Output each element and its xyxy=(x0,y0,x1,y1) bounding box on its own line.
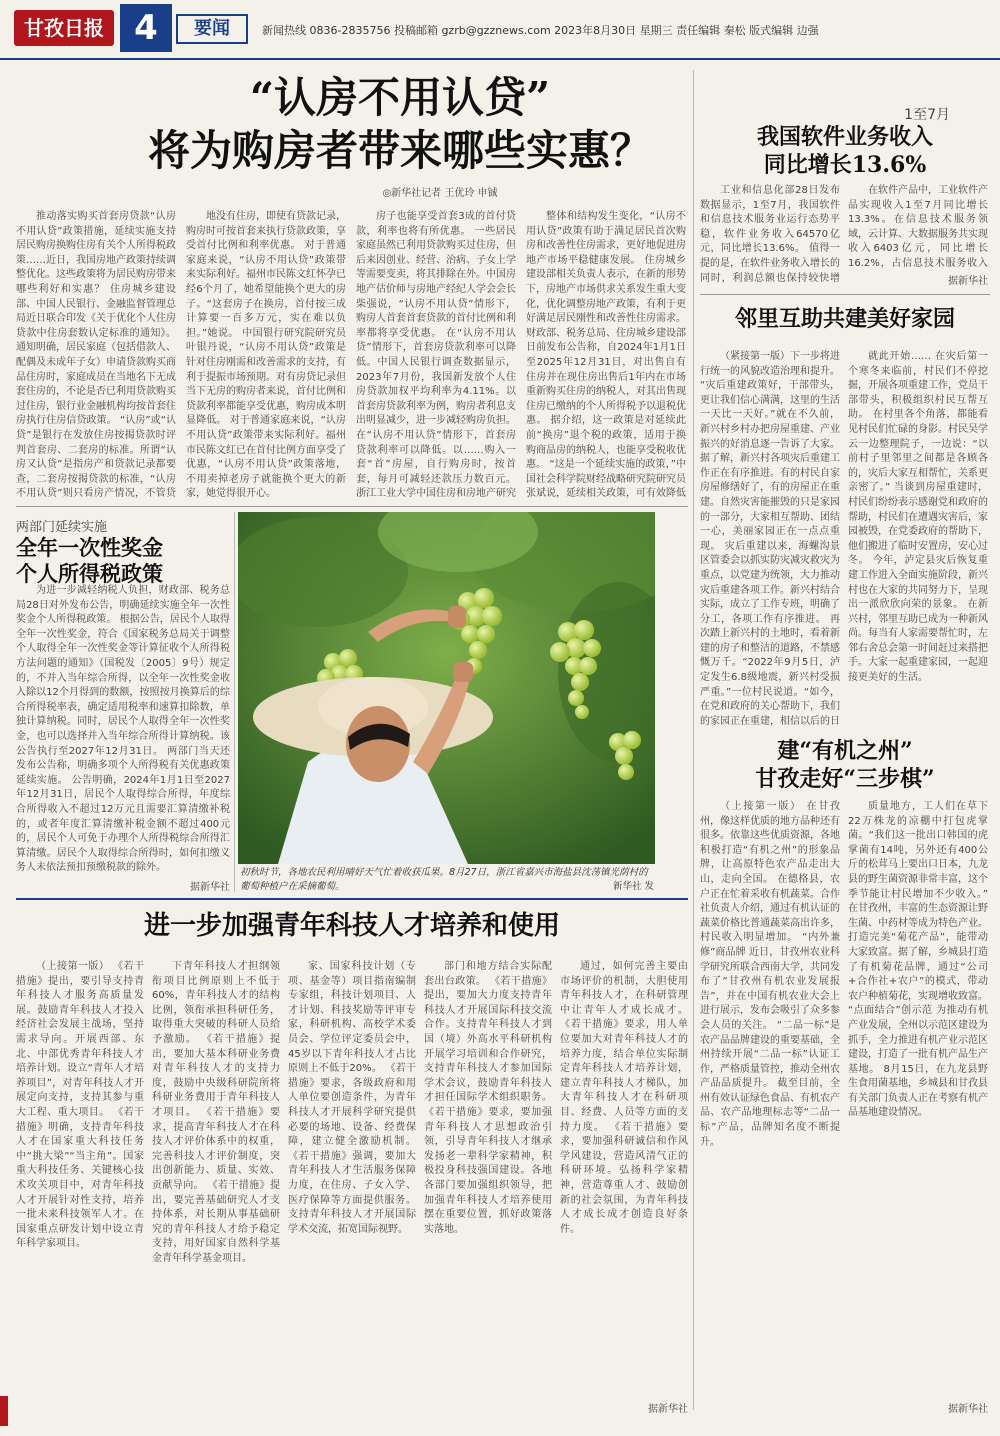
software-title-line2: 同比增长13.6% xyxy=(763,151,927,178)
grape-harvest-photo xyxy=(238,512,655,864)
tax-body xyxy=(16,584,230,874)
lead-col-1 xyxy=(16,210,176,500)
organic-title-line2: 甘孜走好“三步棋” xyxy=(755,765,935,792)
tax-body-text: 为进一步减轻纳税人负担，财政部、税务总局28日对外发布公告，明确延续实施全年一次性奖金个人所得税政策。 根据公告，居民个人取得全年一次性奖金，符合《国家税务总局关于调整个人取得全年一次性奖金等计算征收个人所得税方法问题的通知》（国税发〔2005〕9号）规定的，不并入当年综合所得，以全年一次性奖金收入除以12个月得到的数额，按照按月换算后的综合所得税率表，确定适用税率和速算扣除数，单独计算纳税。同时，居民个人取得全年一次性奖金，也可以选择并入当年综合所得计算纳税。该公告执行至2027年12月31日。 两部门当天还发布公告称，明确多项个人所得税有关优惠政策延续实施。 公告明确，2024年1月1日至2027年12月31日，居民个人取得综合所得，年度综合所得收入不超过12万元且需要汇算清缴补税的，或者年度汇算清缴补税金额不超过400元的，居民个人可免于办理个人所得税综合所得汇算清缴。居民个人取得综合所得时，如何扣缴义务人未依法预扣预缴税款的除外。 xyxy=(16,585,230,874)
lead-col-4-text: 整体和结构发生变化，“认房不用认贷”政策有助于满足居民首次购房和改善性住房需求，更好地促进房地产市场平稳健康发展。 住房城乡建设部相关负责人表示，在新的形势下，房地产市场供求关系发生重大变化，优化调整房地产政策，有利于更好满足居民刚性和改善性住房需求。 财政部、税务总局、住房城乡建设部日前发布公告称，自2024年1月1日至2025年12月31日，对出售自有住房并在现住房出售后1年内在市场重新购买住房的纳税人，对其出售现住房已缴纳的个人所得税予以退税优惠。 据介绍，这一政策是对延续此前“换房”退个税的政策，适用于换购商品房的纳税人，也能享受税收优惠。 “这是一个延续实施的政策，”中国社会科学院财经战略研究院研究员张斌说，延续相关政策，可有效降低 xyxy=(526,211,686,500)
neighbor-col-2-text: 就此开始…… 在灾后第一个寒冬来临前，村民们不停挖掘，开展各项重建工作，党员干部带头，积极组织村民互帮互助。 在村里各个角落，都能看见村民们忙碌的身影。村民吴学云一边整理院子，一边说：“以前村子里邻里之间都是各顾各的，灾后大家互相帮忙，关系更亲密了。” 当谈到房屋重建时，村民们纷纷表示感谢党和政府的帮助，村民们在遭遇灾害后，家园被毁，在党委政府的帮助下，他们搬进了临时安置房，安心过冬。 今年，泸定县灾后恢复重建工作进入全面实施阶段，新兴村也在大家的共同努力下，呈现出一派欣欣向荣的景象。 在新兴村，邻里互助已成为一种新风尚。每当有人家需要帮忙时，左邻右舍总会第一时间赶过来搭把手。大家一起重建家园，一起迎接更美好的生活。 xyxy=(848,351,988,684)
youth-col-4 xyxy=(424,960,552,1396)
lead-title-line2: 将为购房者带来哪些实惠？ xyxy=(147,125,652,175)
organic-source: 据新华社 xyxy=(948,1404,988,1415)
neighbor-col-1 xyxy=(700,350,840,728)
neighbor-col-2 xyxy=(848,350,988,728)
lead-col-1-text: 推动落实购买首套房贷款“认房不用认贷”政策措施，延续实施支持居民购房换购住房有关个人所得税政策……近日，我国房地产政策持续调整优化。这些政策将为居民购房带来哪些利好和实惠？ 住房城乡建设部、中国人民银行、金融监督管理总局近日联合印发《关于优化个人住房贷款中住房套数认定标准的通知》。通知明确，居民家庭（包括借款人、配偶及未成年子女）申请贷款购买商品住房时，家庭成员在当地名下无成套住房的，不论是否已利用贷款购买过住房，银行业金融机构均按首套住房执行住房信贷政策。 “认房”或“认贷”是银行在发放住房按揭贷款时评判首套房、二套房的标准。所谓“认房又认贷”是指房产和贷款记录都要查，二套房按揭贷款的标准，“认房不用认贷”则只看房产情况，不管贷 xyxy=(16,211,176,500)
photo-caption-text: 初秋时节，各地农民利用晴好天气忙着收获瓜果。8月27日，浙江省嘉兴市海盐县沈荡镇光荫村的葡萄种植户在采摘葡萄。 xyxy=(240,867,648,892)
photo-credit: 新华社 发 xyxy=(612,881,654,892)
youth-col-2 xyxy=(152,960,280,1396)
masthead xyxy=(0,0,1000,60)
newspaper-logo: 甘孜日报 xyxy=(14,10,114,46)
lead-col-2 xyxy=(186,210,346,500)
software-title-line1: 我国软件业务收入 xyxy=(756,124,933,150)
youth-col-5-text: 通过，如何完善主要由市场评价的机制，大胆使用青年科技人才，在科研管理中让青年人才成长成才。 《若干措施》要求，用人单位要加大对青年科技人才的培养力度，结合单位实际制定青年科技人才培养计划，建立青年科技人才梯队，加大青年科技人才在科研项目、经费、人员等方面的支持力度。 《若干措施》要求，要加强科研诚信和作风学风建设，营造风清气正的科研环境。弘扬科学家精神，营造尊重人才、鼓励创新的社会氛围，为青年科技人才成长成才创造良好条件。 xyxy=(560,961,688,1235)
youth-col-1-text: （上接第一版） 《若干措施》提出，要引导支持青年科技人才服务高质量发展。鼓励青年科技人才投入经济社会发展主战场，坚持需求导向。开展西部、东北、中部优秀青年科技人才培养计划。设立“青年人才培养项目”，对青年科技人才开展定向支持，支持其参与重大工程、重大项目。 《若干措施》明确，支持青年科技人才在国家重大科技任务中“挑大梁”“当主角”。国家重大科技任务、关键核心技术攻关项目中，对青年科技人才开展针对性支持，培养一批未来科技领军人才。在国家重点研发计划中设立青年科学家项目。 xyxy=(16,961,144,1250)
software-col-1 xyxy=(700,184,840,284)
software-header xyxy=(700,104,990,179)
software-source: 据新华社 xyxy=(948,276,988,287)
photo-caption xyxy=(240,866,654,894)
software-kicker: 1至7月 xyxy=(904,107,950,123)
youth-source: 据新华社 xyxy=(648,1404,688,1415)
youth-col-4-text: 部门和地方结合实际配套出台政策。 《若干措施》提出，要加大力度支持青年科技人才开展国际科技交流合作。支持青年科技人才到国（境）外高水平科研机构开展学习培训和合作研究，支持青年科技人才参加国际学术会议，鼓励青年科技人才担任国际学术组织职务。 《若干措施》要求，要加强青年科技人才思想政治引领，引导青年科技人才继承发扬老一辈科学家精神，积极投身科技强国建设。各地各部门要加强组织领导，把加强青年科技人才培养使用摆在重要位置，抓好政策落实落地。 xyxy=(424,961,552,1235)
software-col-2 xyxy=(848,184,988,270)
edge-marker xyxy=(0,1396,8,1426)
software-col-1-text: 工业和信息化部28日发布数据显示，1至7月，我国软件和信息技术服务业运行态势平稳，软件业务收入64570亿元，同比增长13.6%。 值得一提的是，在软件业务收入增长的同时，利润总额也保持较快增 xyxy=(700,185,840,284)
lead-byline: ◎新华社记者 王优玲 申铖 xyxy=(382,188,498,199)
page-number: 4 xyxy=(120,4,172,52)
tax-source: 据新华社 xyxy=(190,882,230,893)
lead-col-4 xyxy=(526,210,686,500)
youth-col-1 xyxy=(16,960,144,1396)
lead-col-3 xyxy=(356,210,516,500)
tax-title-line2: 个人所得税政策 xyxy=(16,561,163,587)
tax-title-line1: 全年一次性奖金 xyxy=(16,535,163,560)
neighbor-title: 邻里互助共建美好家园 xyxy=(734,306,955,332)
lead-title-line1: “认房不用认贷” xyxy=(249,73,551,122)
organic-col-1 xyxy=(700,800,840,1396)
youth-title: 进一步加强青年科技人才培养和使用 xyxy=(143,911,560,941)
column-divider xyxy=(693,70,694,1410)
organic-col-2-text: 质量地方，工人们在草下22万株龙的凉棚中打包虎掌菌。“我们这一批出口韩国的虎掌菌有14吨，另外还有400公斤的松茸马上要出口日本，九龙县的野生菌资源非常丰富，这个季节能让村民增加不少收入。” 在甘孜州，丰富的生态资源让野生菌、中药材等成为特色产业。 打造完美“菊花产品”，能带动大家致富。据了解，乡城县打造了有机菊花品牌，通过“公司+合作社+农户”的模式，带动农户种植菊花，实现增收致富。 “点面结合”创示范 为推动有机产业发展，全州以示范区建设为抓手，全力推进有机产业示范区建设，打造了一批有机产品生产基地。 8月15日，在九龙县野生食用菌基地，乡城县和甘孜县有关部门负责人正在考察有机产品基地建设情况。 xyxy=(848,801,988,1119)
youth-col-3 xyxy=(288,960,416,1396)
youth-col-3-text: 家、国家科技计划（专项、基金等）项目指南编制专家组，科技计划项目、人才计划、科技奖励等评审专家，科研机构、高校学术委员会、学位评定委员会中，45岁以下青年科技人才占比原则上不低于20%。 《若干措施》要求，各级政府和用人单位要创造条件，为青年科技人才开展科学研究提供必要的场地、设备、经费保障，建立健全激励机制。 《若干措施》强调，要加大青年科技人才生活服务保障力度，在住房、子女入学、医疗保障等方面提供服务。支持青年科技人才开展国际学术交流，拓宽国际视野。 xyxy=(288,961,416,1235)
lead-col-3-text: 房子也能享受首套3成的首付贷款，利率也将有所优惠。 一些居民家庭虽然已利用贷款购买过住房，但后来因创业、经营、治病、子女上学等需要变卖，将其排除在外。中国房地产估价师与房地产经纪人学会会长柴强说，“认房不用认贷”情形下，购房人首套首套贷款的首付比例和利率都将享受优惠。 在“认房不用认贷”情形下，首套房贷款利率可以降低。中国人民银行调查数据显示，2023年7月份，我国新发放个人住房贷款加权平均利率为4.11%。以首套房贷款利率为例，购房者利息支出明显减少，进一步减轻购房负担。 在“认房不用认贷”情形下，首套房贷款利率可以降低。以……购入一套“首”房屋，自行购房时，按首套，每月可减轻还款压力数百元。 浙江工业大学中国住房和房地产研究 xyxy=(356,211,516,500)
divider xyxy=(700,294,990,295)
organic-header xyxy=(700,738,990,793)
grape-harvest-illustration xyxy=(238,512,655,864)
tax-header xyxy=(16,516,230,588)
lead-col-2-text: 地没有住房，即使有贷款记录，购房时可按首套来执行贷款政策，享受首付比例和利率优惠。 对于普通家庭来说，“认房不用认贷”政策带来实际利好。福州市民陈文红怀孕已经6个月了，她希望能换个更大的房子。“这套房子在换房，首付按三成计算要一百多万元，实在难以负担。”她说。 中国银行研究院研究员叶银丹说，“认房不用认贷”政策是针对住房刚需和改善需求的支持，有利于提振市场预期。对有房贷记录但当下无房的购房者来说，首付比例和贷款利率都能享受优惠，购房成本明显降低。 对于普通家庭来说，“认房不用认贷”政策带来实际利好。福州市民陈文红已在首付比例方面享受了优惠，“认房不用认贷”政策落地，不用卖掉老房子就能换个更大的新家，她觉得很开心。 xyxy=(186,211,346,500)
organic-title-line1: 建“有机之州” xyxy=(777,738,913,764)
divider xyxy=(16,506,688,507)
neighbor-col-1-text: （紧接第一版）下一步将进行统一的风貌改造治理和提升。 “灾后重建政策好，干部带头，更让我们信心满满，这里的生活一天比一天好。”就在不久前，新兴村乡村办把房屋重建、产业振兴的好消息逐一告诉了大家。 据了解，新兴村各项灾后重建工作正在有序推进。有的村民自家房屋修缮好了，有的房屋正在重建。自然灾害能摧毁的只是家园的一部分，大家相互帮助、团结一心，美丽家园正在一点点重现。 灾后重建以来，海螺沟景区管委会以抓实防灾减灾救灾为重点，以党建为统领，大力推动灾后重建各项工作。新兴村结合实际，成立了工作专班，明确了分工，各项工作有序推进。 再次踏上新兴村的土地时，看着新建的房子和整洁的道路，不禁感慨万千。“2022年9月5日，泸定发生6.8级地震，新兴村受损严重。”一位村民说道。“如今，在党和政府的关心帮助下，我们的家园正在重建，相信以后的日 xyxy=(700,351,840,727)
youth-col-5 xyxy=(560,960,688,1396)
column-divider xyxy=(234,512,235,892)
section-label: 要闻 xyxy=(176,14,248,44)
lead-title xyxy=(120,72,680,177)
masthead-info: 新闻热线 0836-2835756 投稿邮箱 gzrb@gzznews.com 2023年8月30日 星期三 责任编辑 秦松 版式编辑 边强 xyxy=(262,24,819,37)
software-col-2-text: 在软件产品中，工业软件产品实现收入1至7月同比增长13.3%。在信息技术服务领域，云计算、大数据服务共实现收入6403亿元，同比增长16.2%，占信息技术服务收入 xyxy=(848,185,988,269)
organic-col-1-text: （上接第一版） 在甘孜州，像这样优质的地方品种还有很多。依靠这些优质资源，各地积极打造“有机之州”的形象品牌，让高原特色农产品走出大山，走向全国。 在德格县，农户正在忙着采收有机蔬菜。合作社负责人介绍，通过有机认证的蔬菜价格比普通蔬菜高出许多，村民收入明显增加。 “内外兼修”商品牌 近日，甘孜州农业科学研究所联合西南大学，共同发布了“甘孜州有机农业发展报告”，并在中国有机农业大会上进行展示，发布会吸引了众多参会人员的关注。 “二品一标”是农产品品牌建设的重要基础，全州持续开展“二品一标”认证工作，严格质量管控，推动全州农产品品质提升。 截至目前，全州有效认证绿色食品、有机农产品、农产品地理标志等“二品一标”产品，品牌知名度不断提升。 xyxy=(700,801,840,1148)
tax-kicker: 两部门延续实施 xyxy=(16,520,108,535)
youth-col-2-text: 下青年科技人才担纲领衔项目比例原则上不低于60%，青年科技人才的结构比例，领衔承担科研任务，取得重大突破的科研人员给予激励。 《若干措施》提出，要加大基本科研业务费对青年科技人才的支持力度，鼓励中央级科研院所将科研业务费用于青年科技人才项目。 《若干措施》要求，提高青年科技人才在科技人才评价体系中的权重，完善科技人才评价制度，突出创新能力、质量、实效、贡献导向。 《若干措施》提出，要完善基础研究人才支持体系，对长期从事基础研究的青年科技人才给予稳定支持，用好国家自然科学基金青年科学基金项目。 xyxy=(152,961,280,1264)
divider xyxy=(16,898,688,900)
organic-col-2 xyxy=(848,800,988,1396)
